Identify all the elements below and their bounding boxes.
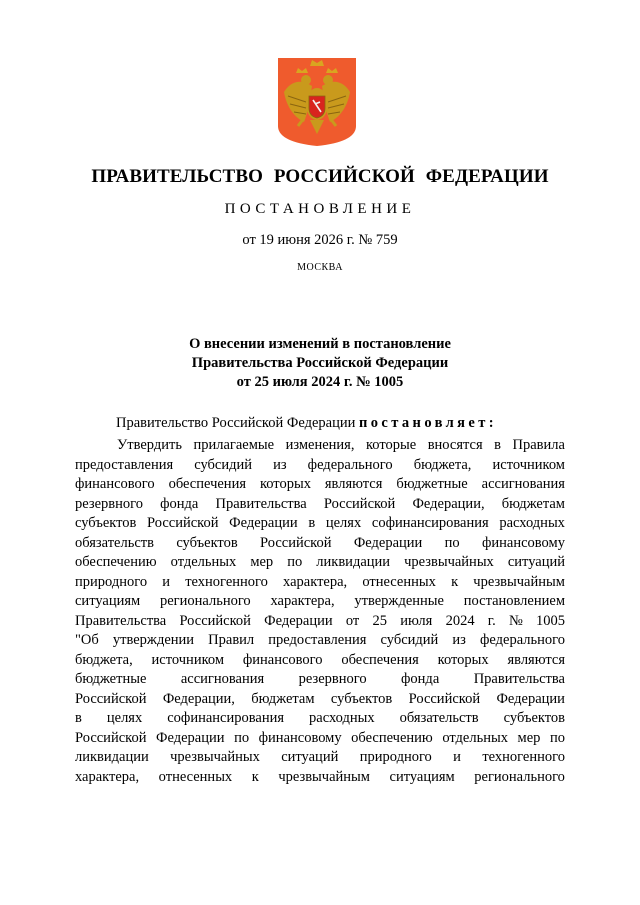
document-city: МОСКВА <box>297 262 343 273</box>
intro-text: Правительство Российской Федерации <box>116 415 359 431</box>
document-type: ПОСТАНОВЛЕНИЕ <box>224 201 416 217</box>
government-name: ПРАВИТЕЛЬСТВО РОССИЙСКОЙ ФЕДЕРАЦИИ <box>91 166 549 187</box>
body-line: "Об утверждении Правил предоставления субсидий из федерального <box>75 632 565 648</box>
body-text <box>75 436 565 787</box>
body-line: Российской Федерации, бюджетам субъектов Российской Федерации <box>75 690 565 707</box>
body-line: финансового обеспечения которых являются бюджетные ассигнования <box>75 476 565 492</box>
body-line: в целях софинансирования расходных обязательств субъектов <box>75 710 565 726</box>
body-line: субъектов Российской Федерации в целях софинансирования расходных <box>75 515 565 531</box>
body-line: резервного фонда Правительства Российской Федерации, бюджетам <box>75 495 565 512</box>
title-line: О внесении изменений в постановление <box>189 336 451 352</box>
intro-emphasis: постановляет: <box>358 415 498 431</box>
body-line: Утвердить прилагаемые изменения, которые вносятся в Правила <box>117 437 565 453</box>
body-line: Российской Федерации по финансовому обеспечению отдельных мер по <box>75 729 565 746</box>
body-line: характера, отнесенных к чрезвычайным ситуациям регионального <box>75 768 565 785</box>
body-line: бюджетные ассигнования резервного фонда Правительства <box>75 671 565 687</box>
document-title <box>0 335 640 392</box>
intro-paragraph <box>116 415 497 432</box>
body-line: ликвидации чрезвычайных ситуаций природного и техногенного <box>75 749 565 765</box>
document-date-number: от 19 июня 2026 г. № 759 <box>242 232 398 248</box>
title-line: от 25 июля 2024 г. № 1005 <box>236 374 404 390</box>
body-line: природного и техногенного характера, отнесенных к чрезвычайным <box>75 573 565 590</box>
body-line: Правительства Российской Федерации от 25 июля 2024 г. № 1005 <box>75 612 565 629</box>
body-line: предоставления субсидий из федерального бюджета, источником <box>75 456 565 473</box>
body-line: ситуациям регионального характера, утвержденные постановлением <box>75 593 565 609</box>
coat-of-arms-icon <box>276 56 358 148</box>
body-line: обеспечению отдельных мер по ликвидации чрезвычайных ситуаций <box>75 554 565 570</box>
body-line: обязательств субъектов Российской Федерации по финансовому <box>75 534 565 551</box>
title-line: Правительства Российской Федерации <box>191 355 449 371</box>
body-line: бюджета, источником финансового обеспечения которых являются <box>75 651 565 668</box>
